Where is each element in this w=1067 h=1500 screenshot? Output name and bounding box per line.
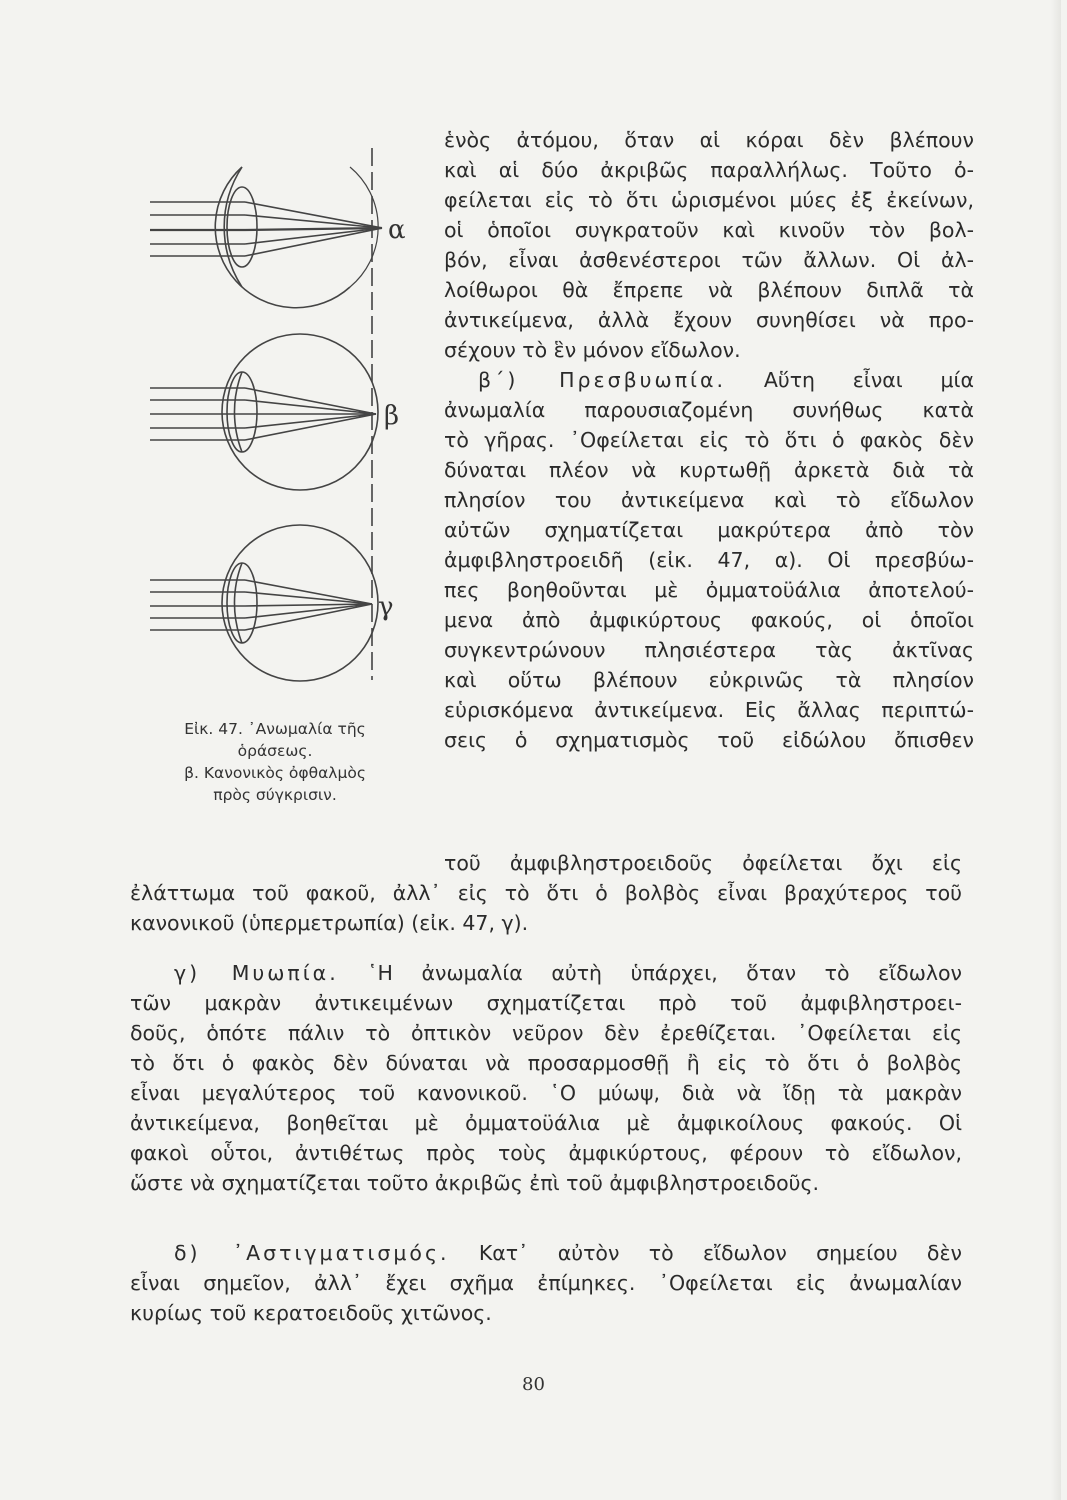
text-line: λοίθωροι θὰ ἔπρεπε νὰ βλέπουν διπλᾶ τὰ [444, 278, 974, 302]
text-line-rest: Αὕτη εἶναι μία [763, 368, 974, 392]
text-line: τὸ ὅτι ὁ φακὸς δὲν δύναται νὰ προσαρμοσθῇ ἢ εἰς τὸ ὅτι ὁ βολβὸς [130, 1051, 962, 1075]
label-alpha: α [388, 215, 406, 245]
text-line-rest: ῾Η ἀνωμαλία αὐτὴ ὑπάρχει, ὅταν τὸ εἴδωλον [367, 961, 962, 985]
label-gamma: γ [378, 592, 394, 622]
myopia-section [130, 958, 962, 1198]
page-edge-shadow [1051, 0, 1061, 1500]
text-line [130, 958, 962, 988]
text-line: αὐτῶν σχηματίζεται μακρύτερα ἀπὸ τὸν [444, 518, 974, 542]
text-line: ἀντικείμενα, ἀλλὰ ἔχουν συνηθίσει νὰ προ- [444, 308, 974, 332]
astigmatism-heading: δ) ᾽Αστιγματισμός. [174, 1241, 450, 1265]
eye-alpha-diagram [150, 167, 382, 308]
text-line: εἶναι μεγαλύτερος τοῦ κανονικοῦ. ῾Ο μύωψ, διὰ νὰ ἴδῃ τὰ μακρὰν [130, 1081, 962, 1105]
page-number: 80 [522, 1374, 545, 1395]
text-line: δοῦς, ὁπότε πάλιν τὸ ὀπτικὸν νεῦρον δὲν ἐρεθίζεται. ᾽Οφείλεται εἰς [130, 1021, 962, 1045]
text-line: ὥστε νὰ σχηματίζεται τοῦτο ἀκριβῶς ἐπὶ τοῦ ἀμφιβληστροειδοῦς. [130, 1171, 820, 1195]
text-line [444, 365, 974, 395]
text-line: ἑνὸς ἀτόμου, ὅταν αἱ κόραι δὲν βλέπουν [444, 128, 974, 152]
label-beta: β [384, 401, 400, 431]
text-line: μενα ἀπὸ ἀμφικύρτους φακούς, οἱ ὁποῖοι [444, 608, 974, 632]
continuation-text [130, 848, 962, 938]
text-line: κανονικοῦ (ὑπερμετρωπία) (εἰκ. 47, γ). [130, 911, 529, 935]
text-line: σεις ὁ σχηματισμὸς τοῦ εἰδώλου ὄπισθεν [444, 728, 974, 752]
text-line: σέχουν τὸ ἓν μόνον εἴδωλον. [444, 338, 741, 362]
caption-line: πρὸς σύγκρισιν. [213, 786, 337, 804]
text-line: τοῦ ἀμφιβληστροειδοῦς ὀφείλεται ὄχι εἰς [444, 851, 962, 875]
text-line: βόν, εἶναι ἀσθενέστεροι τῶν ἄλλων. Οἱ ἀλ- [444, 248, 974, 272]
eye-beta-diagram [150, 334, 378, 490]
text-line: οἱ ὁποῖοι συγκρατοῦν καὶ κινοῦν τὸν βολ- [444, 218, 974, 242]
astigmatism-section [130, 1238, 962, 1328]
text-line: τῶν μακρὰν ἀντικειμένων σχηματίζεται πρὸ τοῦ ἀμφιβληστροει- [130, 991, 962, 1015]
text-line: εἶναι σημεῖον, ἀλλ᾽ ἔχει σχῆμα ἐπίμηκες. ᾽Οφείλεται εἰς ἀνωμαλίαν [130, 1271, 962, 1295]
text-line: φείλεται εἰς τὸ ὅτι ὡρισμένοι μύες ἐξ ἐκείνων, [444, 188, 974, 212]
text-line: φακοὶ οὗτοι, ἀντιθέτως πρὸς τοὺς ἀμφικύρτους, φέρουν τὸ εἴδωλον, [130, 1141, 962, 1165]
myopia-heading: γ) Μυωπία. [174, 961, 339, 985]
eye-gamma-diagram [150, 525, 378, 681]
right-column-text [444, 125, 974, 755]
text-line: πλησίον του ἀντικείμενα καὶ τὸ εἴδωλον [444, 488, 974, 512]
eye-figure [150, 140, 420, 700]
text-line: ἀμφιβληστροειδῆ (εἰκ. 47, α). Οἱ πρεσβύω- [444, 548, 974, 572]
text-line: ἀνωμαλία παρουσιαζομένη συνήθως κατὰ [444, 398, 974, 422]
caption-line: Εἰκ. 47. ᾽Ανωμαλία τῆς [184, 720, 366, 738]
text-line: συγκεντρώνουν πλησιέστερα τὰς ἀκτῖνας [444, 638, 974, 662]
text-line: ἐλάττωμα τοῦ φακοῦ, ἀλλ᾽ εἰς τὸ ὅτι ὁ βολβὸς εἶναι βραχύτερος τοῦ [130, 881, 962, 905]
text-line: δύναται πλέον νὰ κυρτωθῇ ἀρκετὰ διὰ τὰ [444, 458, 974, 482]
text-line: ἀντικείμενα, βοηθεῖται μὲ ὀμματοϋάλια μὲ ἀμφικοίλους φακούς. Οἱ [130, 1111, 962, 1135]
text-line-rest: Κατ᾽ αὐτὸν τὸ εἴδωλον σημείου δὲν [478, 1241, 962, 1265]
caption-line: β. Κανονικὸς ὀφθαλμὸς [184, 764, 366, 782]
text-line: πες βοηθοῦνται μὲ ὀμματοϋάλια ἀποτελού- [444, 578, 974, 602]
text-line: τὸ γῆρας. ᾽Οφείλεται εἰς τὸ ὅτι ὁ φακὸς δὲν [444, 428, 974, 452]
text-line: καὶ αἱ δύο ἀκριβῶς παραλλήλως. Τοῦτο ὀ- [444, 158, 974, 182]
figure-caption [130, 718, 420, 806]
caption-line: ὁράσεως. [237, 742, 313, 760]
presbyopia-heading: β΄) Πρεσβυωπία. [478, 368, 727, 392]
text-line [130, 1238, 962, 1268]
text-line: καὶ οὕτω βλέπουν εὐκρινῶς τὰ πλησίον [444, 668, 974, 692]
text-line: εὑρισκόμενα ἀντικείμενα. Εἰς ἄλλας περιπτώ- [444, 698, 974, 722]
text-line: κυρίως τοῦ κερατοειδοῦς χιτῶνος. [130, 1301, 492, 1325]
